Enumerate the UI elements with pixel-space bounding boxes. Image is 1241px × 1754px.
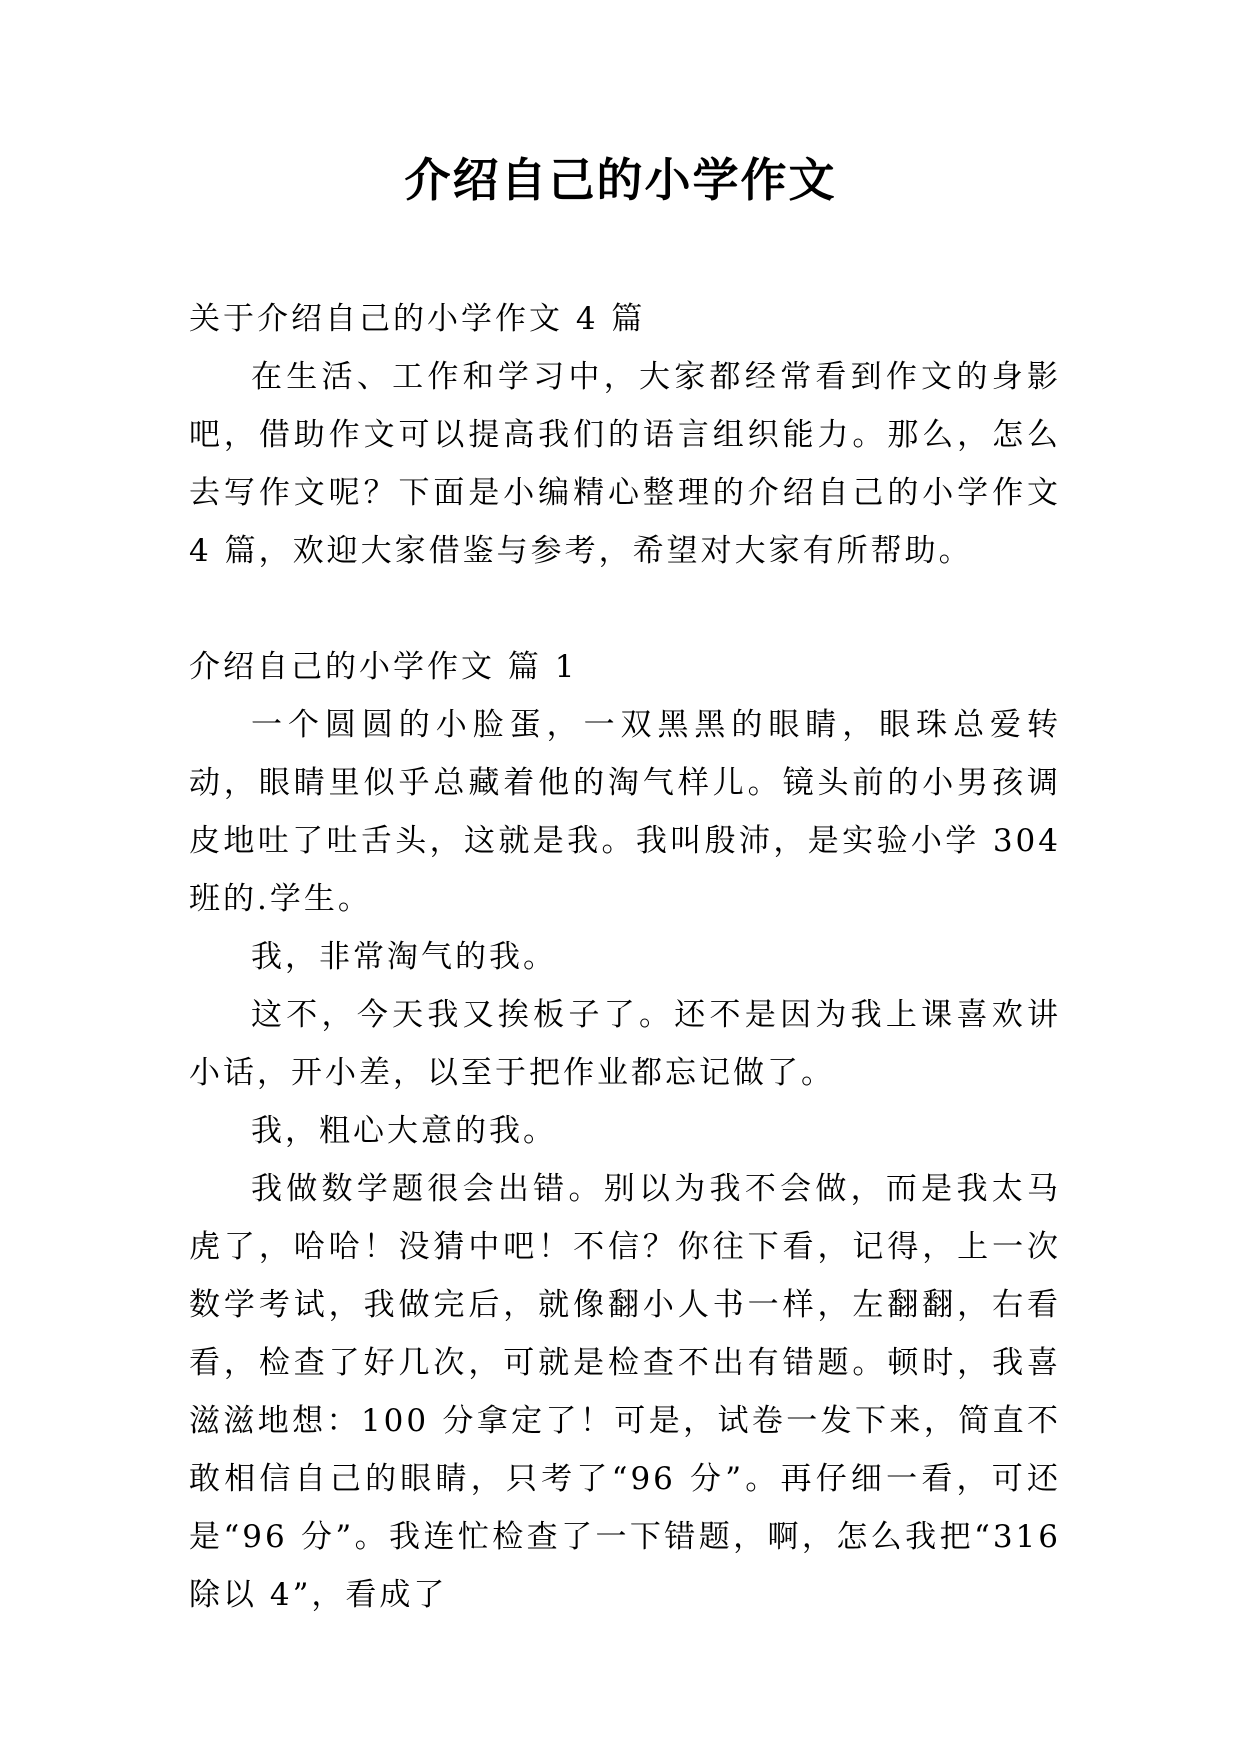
document-body [189,290,1061,1624]
section-heading: 介绍自己的小学作文 篇 1 [189,649,578,685]
body-paragraph: 一个圆圆的小脸蛋，一双黑黑的眼睛，眼珠总爱转动，眼睛里似乎总藏着他的淘气样儿。镜头前的小男孩调皮地吐了吐舌头，这就是我。我叫殷沛，是实验小学 304 班的.学生。 [189,707,1061,917]
intro-paragraph: 在生活、工作和学习中，大家都经常看到作文的身影吧，借助作文可以提高我们的语言组织能力。那么，怎么去写作文呢？下面是小编精心整理的介绍自己的小学作文 4 篇，欢迎大家借鉴与参考，希望对大家有所帮助。 [189,359,1061,569]
document-subtitle: 关于介绍自己的小学作文 4 篇 [189,301,646,337]
body-paragraph: 我做数学题很会出错。别以为我不会做，而是我太马虎了，哈哈！没猜中吧！不信？你往下看，记得，上一次数学考试，我做完后，就像翻小人书一样，左翻翻，右看看，检查了好几次，可就是检查不出有错题。顿时，我喜滋滋地想：100 分拿定了！可是，试卷一发下来，简直不敢相信自己的眼睛，只考了“96 分”。再仔细一看，可还是“96 分”。我连忙检查了一下错题，啊，怎么我把“316 除以 4”，看成了 [189,1171,1061,1613]
body-paragraph: 我，非常淘气的我。 [251,939,557,975]
document-title: 介绍自己的小学作文 [404,153,837,207]
body-paragraph: 我，粗心大意的我。 [251,1113,557,1149]
body-paragraph: 这不，今天我又挨板子了。还不是因为我上课喜欢讲小话，开小差，以至于把作业都忘记做了。 [189,997,1061,1091]
